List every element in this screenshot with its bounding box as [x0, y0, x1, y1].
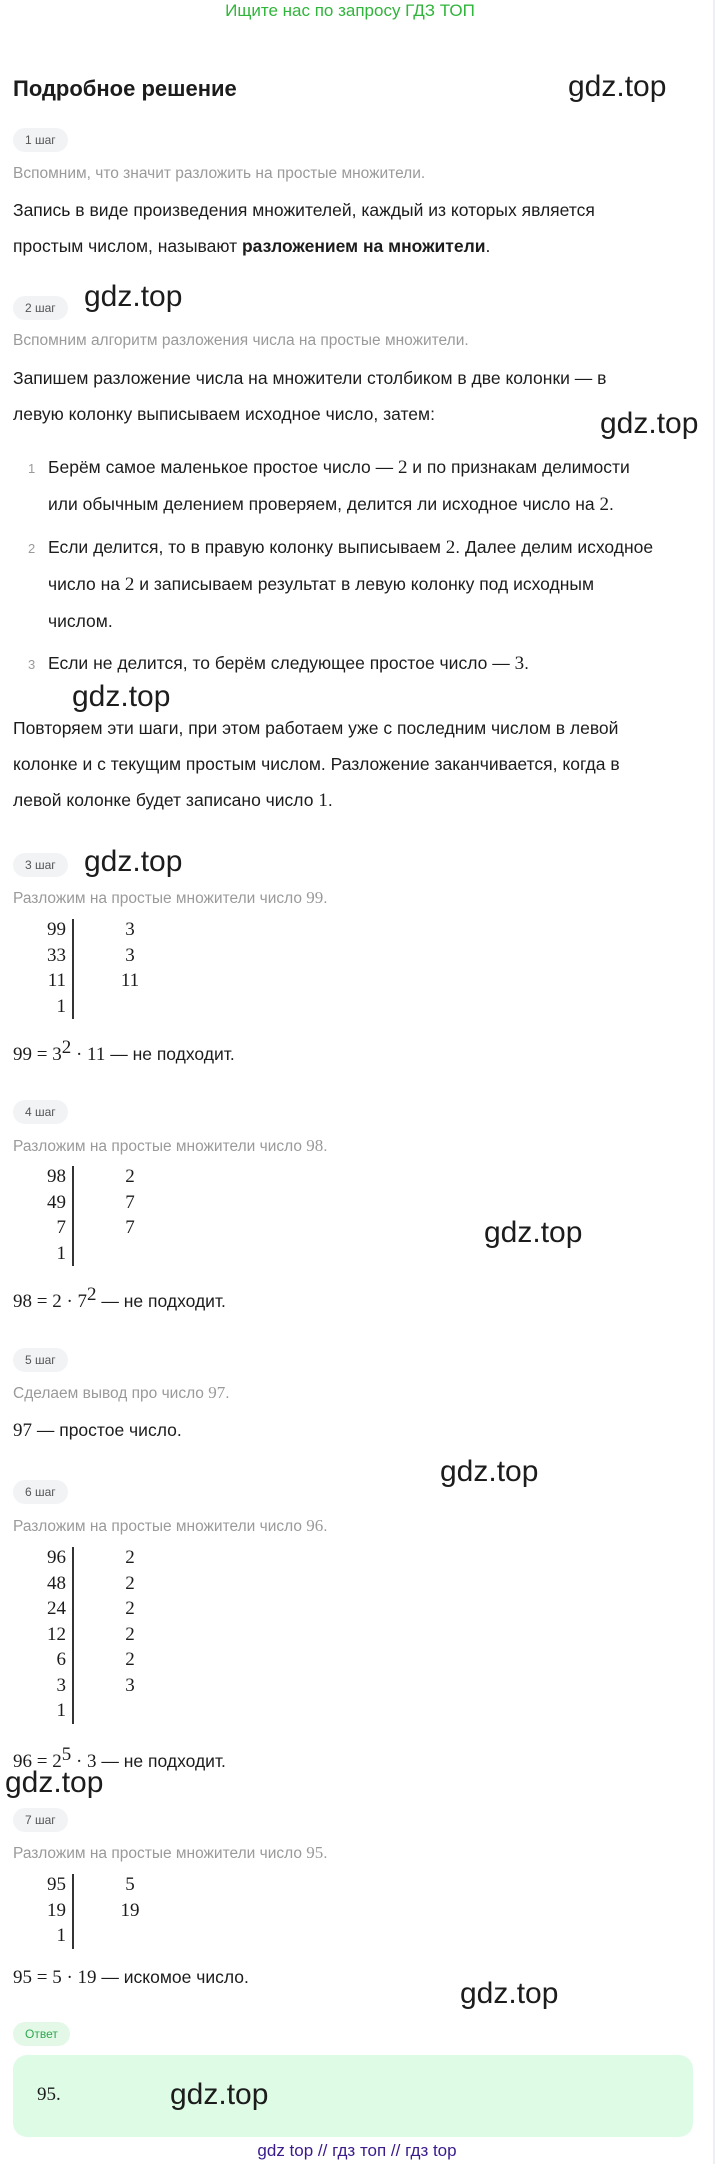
- watermark: gdz.top: [440, 1455, 539, 1488]
- factor-dividend: 98: [47, 1166, 66, 1187]
- factor-row: [13, 1164, 173, 1190]
- factor-dividend: 96: [47, 1547, 66, 1568]
- list-item: Если не делится, то берём следующее простое число — 3.: [48, 653, 529, 674]
- watermark: gdz.top: [484, 1216, 583, 1249]
- factor-divisor: 2: [125, 1572, 135, 1594]
- factor-row: [13, 1596, 173, 1622]
- factor-row: [13, 1898, 173, 1924]
- factor-row: [13, 1923, 173, 1949]
- factor-dividend: 11: [47, 970, 66, 991]
- search-banner[interactable]: Ищите нас по запросу ГДЗ ТОП: [225, 1, 475, 20]
- step-badge: 6 шаг: [13, 1480, 68, 1504]
- factor-dividend: 1: [56, 995, 66, 1017]
- factor-row: [13, 1190, 173, 1216]
- factor-row: [13, 994, 173, 1020]
- step-hint: Сделаем вывод про число 97.: [13, 1383, 230, 1402]
- factor-dividend: 3: [56, 1674, 66, 1696]
- factor-divisor: 2: [125, 1649, 135, 1670]
- term: разложением на множители: [241, 236, 486, 256]
- factor-row: [13, 1545, 173, 1571]
- factor-divisor: 2: [125, 1547, 135, 1568]
- paragraph: Запишем разложение числа на множители столбиком в две колонки — в: [13, 368, 607, 388]
- factor-dividend: 48: [47, 1572, 66, 1594]
- result-line: 97 — простое число.: [13, 1420, 182, 1441]
- factor-dividend: 1: [56, 1242, 66, 1264]
- factor-divisor: 11: [120, 970, 140, 991]
- factor-divisor: 5: [125, 1874, 135, 1895]
- list-item: Берём самое маленькое простое число — 2 и по признакам делимости или обычным делением проверяем, делится ли исходное число на 2.: [48, 457, 630, 515]
- factor-row: [13, 917, 173, 943]
- step-hint: Вспомним, что значит разложить на простые множители.: [13, 165, 426, 182]
- factor-divisor: 7: [125, 1191, 135, 1213]
- factor-divisor: 19: [120, 1899, 140, 1921]
- factor-row: [13, 1215, 173, 1241]
- result-line: $96 = 2^5 \cdot 3$ — не подходит.: [13, 1744, 226, 1772]
- factor-table: [13, 1545, 173, 1724]
- factor-dividend: 7: [56, 1217, 66, 1238]
- factor-divider-line: [72, 1874, 74, 1949]
- factor-row: [13, 1241, 173, 1267]
- watermark: gdz.top: [460, 1977, 559, 2010]
- factor-divider-line: [72, 919, 74, 1019]
- factor-row: [13, 1673, 173, 1699]
- paragraph: Запись в виде произведения множителей, каждый из которых является: [13, 200, 595, 220]
- factor-divisor: 7: [125, 1217, 135, 1238]
- factor-row: [13, 1698, 173, 1724]
- factor-divider-line: [72, 1166, 74, 1266]
- factor-divisor: 2: [125, 1623, 135, 1645]
- watermark: gdz.top: [5, 1766, 104, 1799]
- paragraph: Повторяем эти шаги, при этом работаем уже с последним числом в левой: [13, 718, 619, 738]
- step-hint: Разложим на простые множители число 98.: [13, 1136, 328, 1155]
- factor-row: [13, 1571, 173, 1597]
- step-badge: 3 шаг: [13, 853, 68, 877]
- watermark: gdz.top: [170, 2078, 269, 2111]
- paragraph: колонке и с текущим простым числом. Разложение заканчивается, когда в: [13, 754, 620, 774]
- factor-table: [13, 917, 173, 1019]
- factor-divisor: 2: [125, 1166, 135, 1187]
- factor-row: [13, 1872, 173, 1898]
- factor-row: [13, 1647, 173, 1673]
- factor-divisor: 3: [125, 1674, 135, 1696]
- footer-links[interactable]: gdz top // гдз топ // гдз top: [257, 2141, 457, 2160]
- step-badge: 4 шаг: [13, 1100, 68, 1124]
- factor-dividend: 1: [56, 1700, 66, 1721]
- result-line: 95 = 5 · 19 — искомое число.: [13, 1967, 249, 1988]
- factor-dividend: 6: [56, 1649, 66, 1670]
- watermark: gdz.top: [84, 845, 183, 878]
- factor-dividend: 99: [47, 919, 66, 940]
- factor-dividend: 1: [56, 1925, 66, 1946]
- watermark: gdz.top: [72, 680, 171, 713]
- step-hint: Вспомним алгоритм разложения числа на простые множители.: [13, 332, 469, 349]
- list-number: 2: [28, 541, 36, 556]
- answer-value: 95.: [37, 2084, 61, 2105]
- factor-table: [13, 1872, 173, 1949]
- paragraph: простым числом, называют разложением на множители.: [13, 236, 491, 256]
- factor-dividend: 33: [47, 944, 66, 966]
- result-line: $98 = 2 \cdot 7^2$ — не подходит.: [13, 1284, 226, 1312]
- answer-badge: Ответ: [13, 2022, 70, 2046]
- factor-divisor: 2: [125, 1598, 135, 1619]
- step-badge: 2 шаг: [13, 296, 68, 320]
- list-number: 1: [28, 461, 36, 476]
- list-number: 3: [28, 657, 36, 672]
- answer-box: [13, 2055, 693, 2137]
- factor-divisor: 3: [125, 944, 135, 966]
- list-item: Если делится, то в правую колонку выписываем 2. Далее делим исходное число на 2 и записываем результат в левую колонку под исходным числом.: [48, 537, 654, 631]
- page-title: Подробное решение: [13, 76, 237, 101]
- step-badge: 1 шаг: [13, 128, 68, 152]
- factor-divisor: 3: [125, 919, 135, 940]
- factor-row: [13, 943, 173, 969]
- paragraph: левую колонку выписываем исходное число, затем:: [13, 404, 435, 424]
- factor-table: [13, 1164, 173, 1266]
- page-divider: [713, 0, 715, 2164]
- watermark: gdz.top: [568, 70, 667, 103]
- factor-dividend: 19: [47, 1899, 66, 1921]
- factor-row: [13, 968, 173, 994]
- paragraph: левой колонке будет записано число 1.: [13, 790, 333, 811]
- factor-row: [13, 1622, 173, 1648]
- watermark: gdz.top: [600, 407, 699, 440]
- step-hint: Разложим на простые множители число 96.: [13, 1516, 328, 1535]
- step-badge: 7 шаг: [13, 1808, 68, 1832]
- step-hint: Разложим на простые множители число 99.: [13, 888, 328, 907]
- factor-divider-line: [72, 1547, 74, 1724]
- result-line: $99 = 3^2 \cdot 11$ — не подходит.: [13, 1037, 235, 1065]
- step-hint: Разложим на простые множители число 95.: [13, 1843, 328, 1862]
- factor-dividend: 49: [47, 1191, 66, 1213]
- step-badge: 5 шаг: [13, 1348, 68, 1372]
- factor-dividend: 95: [47, 1874, 66, 1895]
- watermark: gdz.top: [84, 280, 183, 313]
- factor-dividend: 12: [47, 1623, 66, 1645]
- factor-dividend: 24: [47, 1598, 66, 1619]
